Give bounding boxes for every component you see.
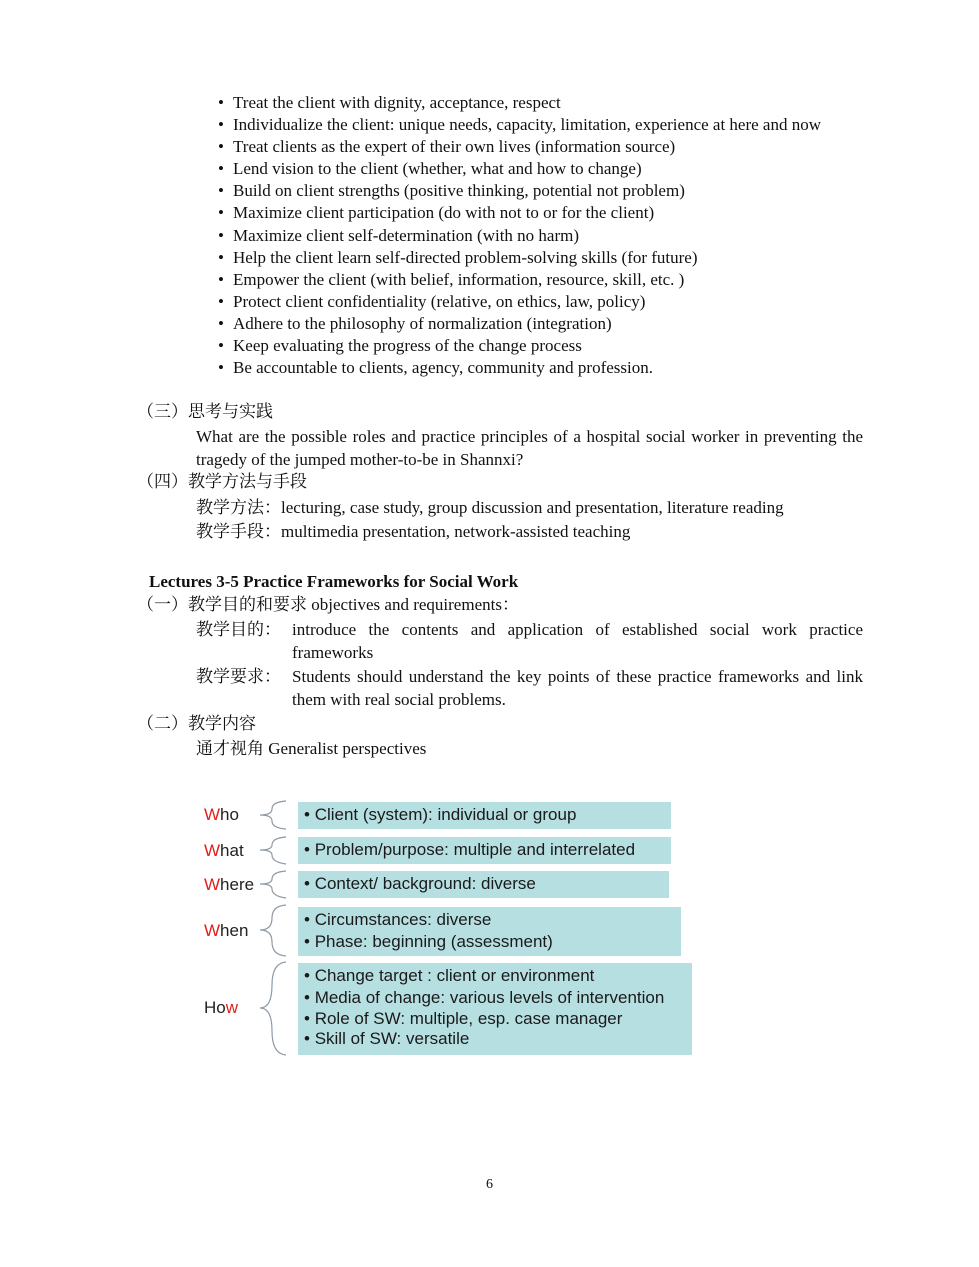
teaching-methods: 教学方法：lecturing, case study, group discussion and presentation, literature reading [196, 498, 784, 517]
section-3-heading: （三）思考与实践 [137, 402, 273, 421]
how-brace [260, 962, 286, 1055]
who-box: • Client (system): individual or group [298, 802, 671, 829]
purpose-label: 教学目的： [196, 620, 281, 639]
where-box: • Context/ background: diverse [298, 871, 669, 898]
who-brace [260, 801, 286, 829]
lecture-section-2-heading: （二）教学内容 [137, 714, 256, 733]
list-item: • Be accountable to clients, agency, community and profession. [218, 357, 868, 379]
section-3-question: What are the possible roles and practice principles of a hospital social worker in preventing the tragedy of the jumped mother-to-be in Shannxi? [196, 427, 863, 469]
what-label: What [204, 841, 244, 860]
what-brace [260, 837, 286, 864]
section-4-heading: （四）教学方法与手段 [137, 472, 307, 491]
how-label: How [204, 998, 239, 1017]
when-box: • Circumstances: diverse • Phase: beginning (assessment) [298, 907, 681, 956]
what-box: • Problem/purpose: multiple and interrelated [298, 837, 671, 864]
list-item: • Keep evaluating the progress of the change process [218, 335, 868, 357]
requirement-label: 教学要求： [196, 667, 281, 686]
list-item: • Maximize client self-determination (with no harm) [218, 225, 868, 247]
lecture-title: Lectures 3-5 Practice Frameworks for Social Work [149, 572, 519, 591]
lecture-section-1-heading: （一）教学目的和要求 objectives and requirements： [137, 595, 519, 614]
when-brace [260, 905, 286, 956]
list-item: • Treat clients as the expert of their own lives (information source) [218, 136, 868, 158]
list-item: • Individualize the client: unique needs, capacity, limitation, experience at here and now [218, 114, 868, 136]
list-item: • Maximize client participation (do with not to or for the client) [218, 202, 868, 224]
where-label: Where [204, 875, 255, 894]
requirement-text: Students should understand the key points of these practice frameworks and link them with real social problems. [292, 667, 863, 709]
teaching-means: 教学手段：multimedia presentation, network-assisted teaching [196, 522, 631, 541]
when-label: When [204, 921, 249, 940]
list-item: • Build on client strengths (positive thinking, potential not problem) [218, 180, 868, 202]
who-label: Who [204, 805, 239, 824]
how-box: • Change target : client or environment • Media of change: various levels of intervention • Role of SW: multiple, esp. case manager • Skill of SW: versatile [298, 963, 692, 1055]
where-brace [260, 871, 286, 898]
list-item: • Help the client learn self-directed problem-solving skills (for future) [218, 247, 868, 269]
list-item: • Adhere to the philosophy of normalization (integration) [218, 313, 868, 335]
list-item: • Treat the client with dignity, acceptance, respect [218, 92, 868, 114]
list-item: • Lend vision to the client (whether, what and how to change) [218, 158, 868, 180]
list-item: • Protect client confidentiality (relative, on ethics, law, policy) [218, 291, 868, 313]
generalist-perspectives: 通才视角 Generalist perspectives [196, 739, 427, 758]
page-number: 6 [486, 1177, 493, 1192]
purpose-text: introduce the contents and application of established social work practice frameworks [292, 620, 863, 662]
list-item: • Empower the client (with belief, information, resource, skill, etc. ) [218, 269, 868, 291]
